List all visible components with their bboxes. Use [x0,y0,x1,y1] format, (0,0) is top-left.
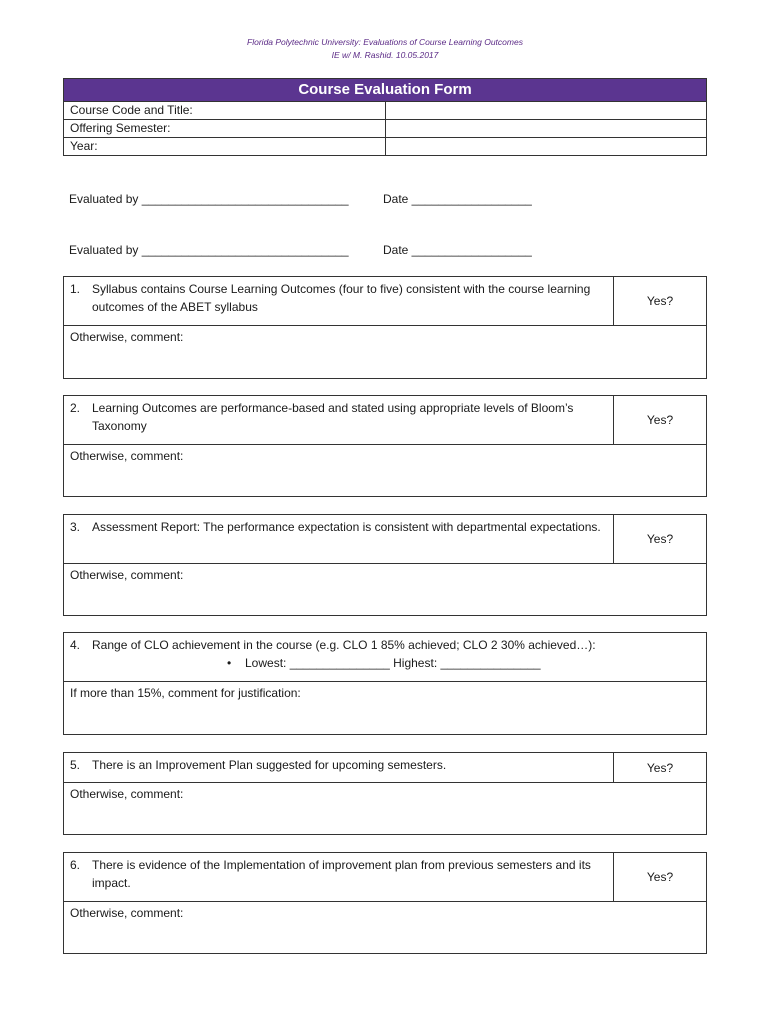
comment-field[interactable]: Otherwise, comment: [70,449,184,463]
comment-field[interactable]: Otherwise, comment: [70,906,184,920]
question-number: 6. [70,858,81,872]
question-text: Learning Outcomes are performance-based and stated using appropriate levels of Bloom’s Taxonomy [92,401,574,433]
offering-semester-label: Offering Semester: [64,120,386,138]
question-number: 2. [70,401,81,415]
question-5-box [63,752,707,835]
offering-semester-field[interactable] [385,120,707,138]
course-info-table [63,78,707,156]
course-code-field[interactable] [385,102,707,120]
question-2-box [63,395,707,497]
comment-field[interactable]: Otherwise, comment: [70,568,184,582]
question-number: 5. [70,758,81,772]
year-label: Year: [64,138,386,156]
date-line-2[interactable]: Date __________________ [383,243,532,257]
document-header-line1: Florida Polytechnic University: Evaluations of Course Learning Outcomes [247,37,523,47]
comment-field[interactable]: Otherwise, comment: [70,787,184,801]
question-number: 3. [70,520,81,534]
justification-comment-field[interactable]: If more than 15%, comment for justification: [70,686,301,700]
question-3-box [63,514,707,616]
document-header-line2: IE w/ M. Rashid. 10.05.2017 [331,50,439,60]
question-text: Syllabus contains Course Learning Outcomes (four to five) consistent with the course learning outcomes of the ABET syllabus [92,282,591,314]
question-text: There is evidence of the Implementation of improvement plan from previous semesters and its impact. [92,858,591,890]
yes-answer-cell[interactable]: Yes? [646,294,674,308]
course-code-label: Course Code and Title: [64,102,386,120]
evaluated-by-line-1[interactable]: Evaluated by _______________________________ [69,192,349,206]
form-title: Course Evaluation Form [64,79,707,102]
bullet-icon: • [227,656,232,670]
comment-field[interactable]: Otherwise, comment: [70,330,184,344]
date-line-1[interactable]: Date __________________ [383,192,532,206]
yes-answer-cell[interactable]: Yes? [646,870,674,884]
year-field[interactable] [385,138,707,156]
question-4-box [63,632,707,735]
yes-answer-cell[interactable]: Yes? [646,760,674,775]
question-text: There is an Improvement Plan suggested for upcoming semesters. [92,758,447,772]
yes-answer-cell[interactable]: Yes? [646,413,674,427]
question-6-box [63,852,707,954]
question-1-box [63,276,707,379]
question-text: Range of CLO achievement in the course (e.g. CLO 1 85% achieved; CLO 2 30% achieved…): [92,638,596,652]
question-text: Assessment Report: The performance expectation is consistent with departmental expectations. [92,520,601,534]
yes-answer-cell[interactable]: Yes? [646,532,674,546]
range-fields[interactable]: Lowest: _______________ Highest: _______________ [245,656,541,670]
evaluated-by-line-2[interactable]: Evaluated by _______________________________ [69,243,349,257]
question-number: 4. [70,638,81,652]
question-number: 1. [70,282,81,296]
